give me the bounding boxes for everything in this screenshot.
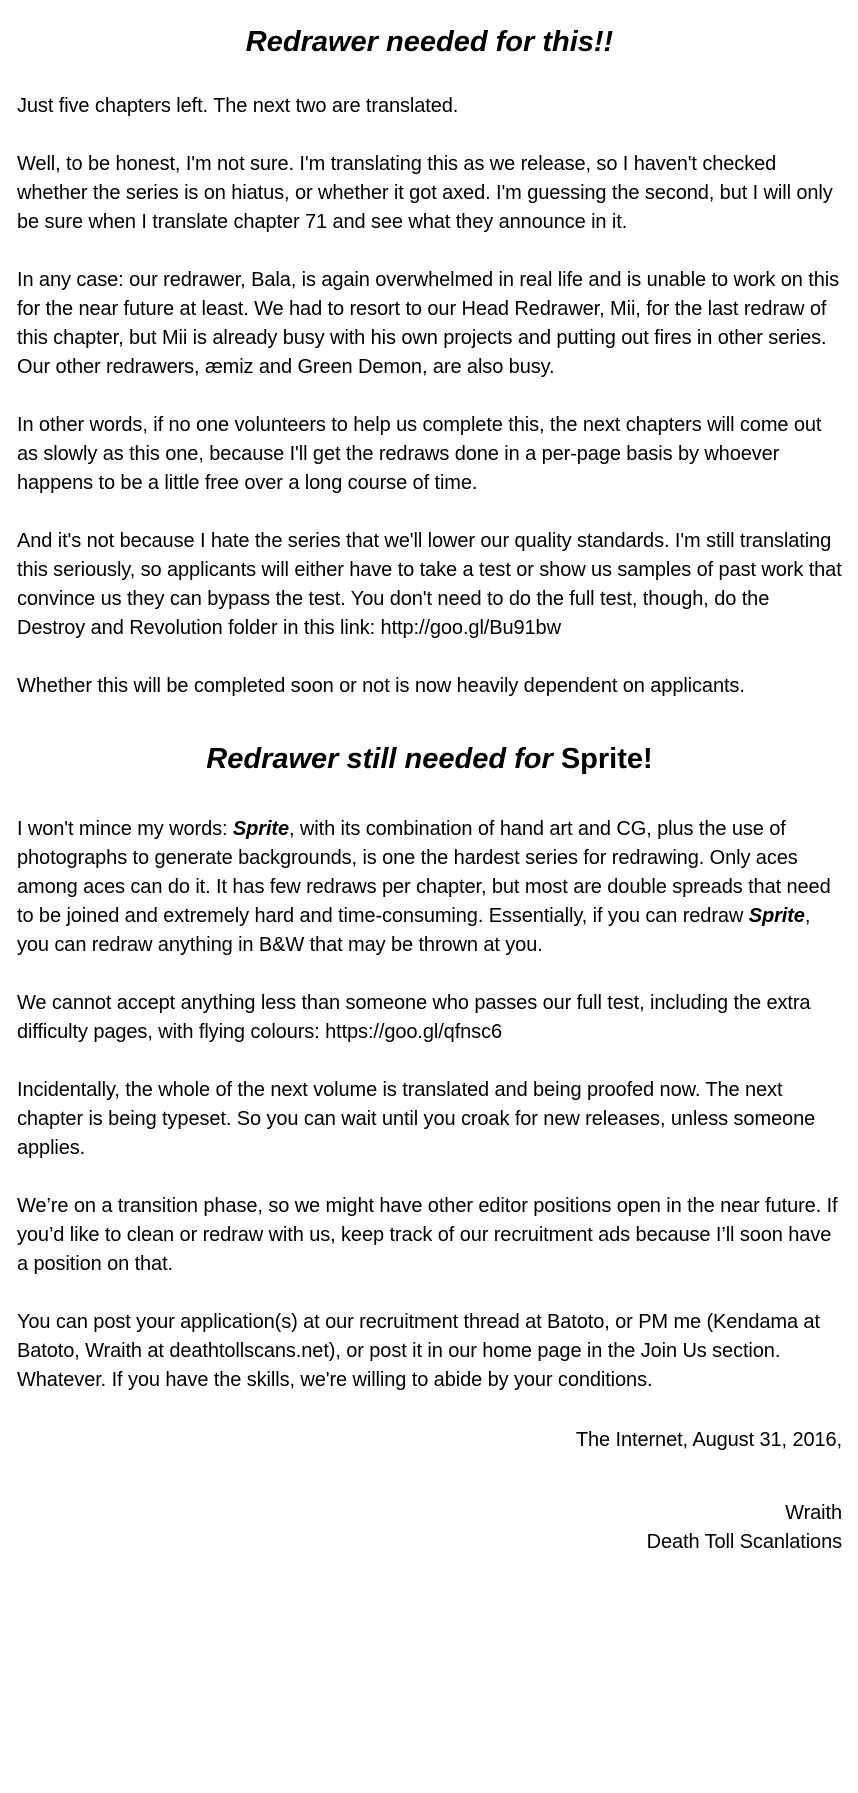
paragraph-text: I won't mince my words: — [17, 818, 233, 840]
paragraph-text: , with its combination of hand art and CG, plus the use of photographs to generate backgrounds, is one the hardest series for redrawing. Only aces among aces can do it. It has few redraws per chapter, but most are double spreads that need to be joined and extremely hard and time-consuming. Essentially, if you can redraw — [17, 818, 831, 927]
signoff-name: Wraith — [785, 1502, 842, 1524]
section1-title: Redrawer needed for this!! — [245, 26, 614, 58]
paragraph — [17, 1308, 842, 1395]
paragraph — [17, 92, 842, 121]
paragraph — [17, 1076, 842, 1163]
series-name-emphasis: Sprite — [232, 818, 290, 840]
section2-paragraphs — [17, 815, 842, 1395]
section1-paragraphs — [17, 92, 842, 701]
signoff-group: Death Toll Scanlations — [646, 1531, 842, 1553]
paragraph-text: And it's not because I hate the series that we'll lower our quality standards. I'm still translating this seriously, so applicants will either have to take a test or show us samples of past work that convince us they can bypass the test. You don't need to do the full test, though, do the Destroy and Revolution folder in this link: http://goo.gl/Bu91bw — [17, 530, 842, 639]
paragraph-text: We’re on a transition phase, so we might have other editor positions open in the near future. If you’d like to clean or redraw with us, keep track of our recruitment ads because I’ll soon have a position on that. — [17, 1195, 838, 1275]
paragraph — [17, 989, 842, 1047]
paragraph — [17, 266, 842, 382]
paragraph-text: In other words, if no one volunteers to help us complete this, the next chapters will come out as slowly as this one, because I'll get the redraws done in a per-page basis by whoever happens to be a little free over a long course of time. — [17, 414, 822, 494]
paragraph — [17, 527, 842, 643]
paragraph — [17, 1192, 842, 1279]
section2-title-italic-part: Redrawer still needed for — [206, 743, 561, 775]
paragraph-text: You can post your application(s) at our recruitment thread at Batoto, or PM me (Kendama at Batoto, Wraith at deathtollscans.net), or post it in our home page in the Join Us section. Whatever. If you have the skills, we're willing to abide by your conditions. — [17, 1311, 820, 1391]
paragraph-text: Just five chapters left. The next two are translated. — [17, 95, 459, 117]
paragraph-text: Well, to be honest, I'm not sure. I'm translating this as we release, so I haven't checked whether the series is on hiatus, or whether it got axed. I'm guessing the second, but I will only be sure when I translate chapter 71 and see what they announce in it. — [17, 153, 833, 233]
paragraph — [17, 815, 842, 960]
paragraph-text: Incidentally, the whole of the next volume is translated and being proofed now. The next chapter is being typeset. So you can wait until you croak for new releases, unless someone applies. — [17, 1079, 816, 1159]
paragraph-text: We cannot accept anything less than someone who passes our full test, including the extra difficulty pages, with flying colours: https://goo.gl/qfnsc6 — [17, 992, 811, 1043]
signoff-dateline: The Internet, August 31, 2016, — [575, 1429, 842, 1451]
paragraph-text: , you can redraw anything in B&W that may be thrown at you. — [17, 905, 811, 956]
paragraph-text: In any case: our redrawer, Bala, is again overwhelmed in real life and is unable to work on this for the near future at least. We had to resort to our Head Redrawer, Mii, for the last redraw of this chapter, but Mii is already busy with his own projects and putting out fires in other series. Our other redrawers, æmiz and Green Demon, are also busy. — [17, 269, 839, 378]
section2-title-series-name: Sprite! — [560, 743, 653, 775]
paragraph — [17, 411, 842, 498]
signoff — [17, 1426, 842, 1557]
paragraph — [17, 672, 842, 701]
series-name-emphasis: Sprite — [748, 905, 805, 927]
paragraph-text: Whether this will be completed soon or not is now heavily dependent on applicants. — [17, 675, 745, 697]
paragraph — [17, 150, 842, 237]
section2-title — [17, 741, 842, 777]
